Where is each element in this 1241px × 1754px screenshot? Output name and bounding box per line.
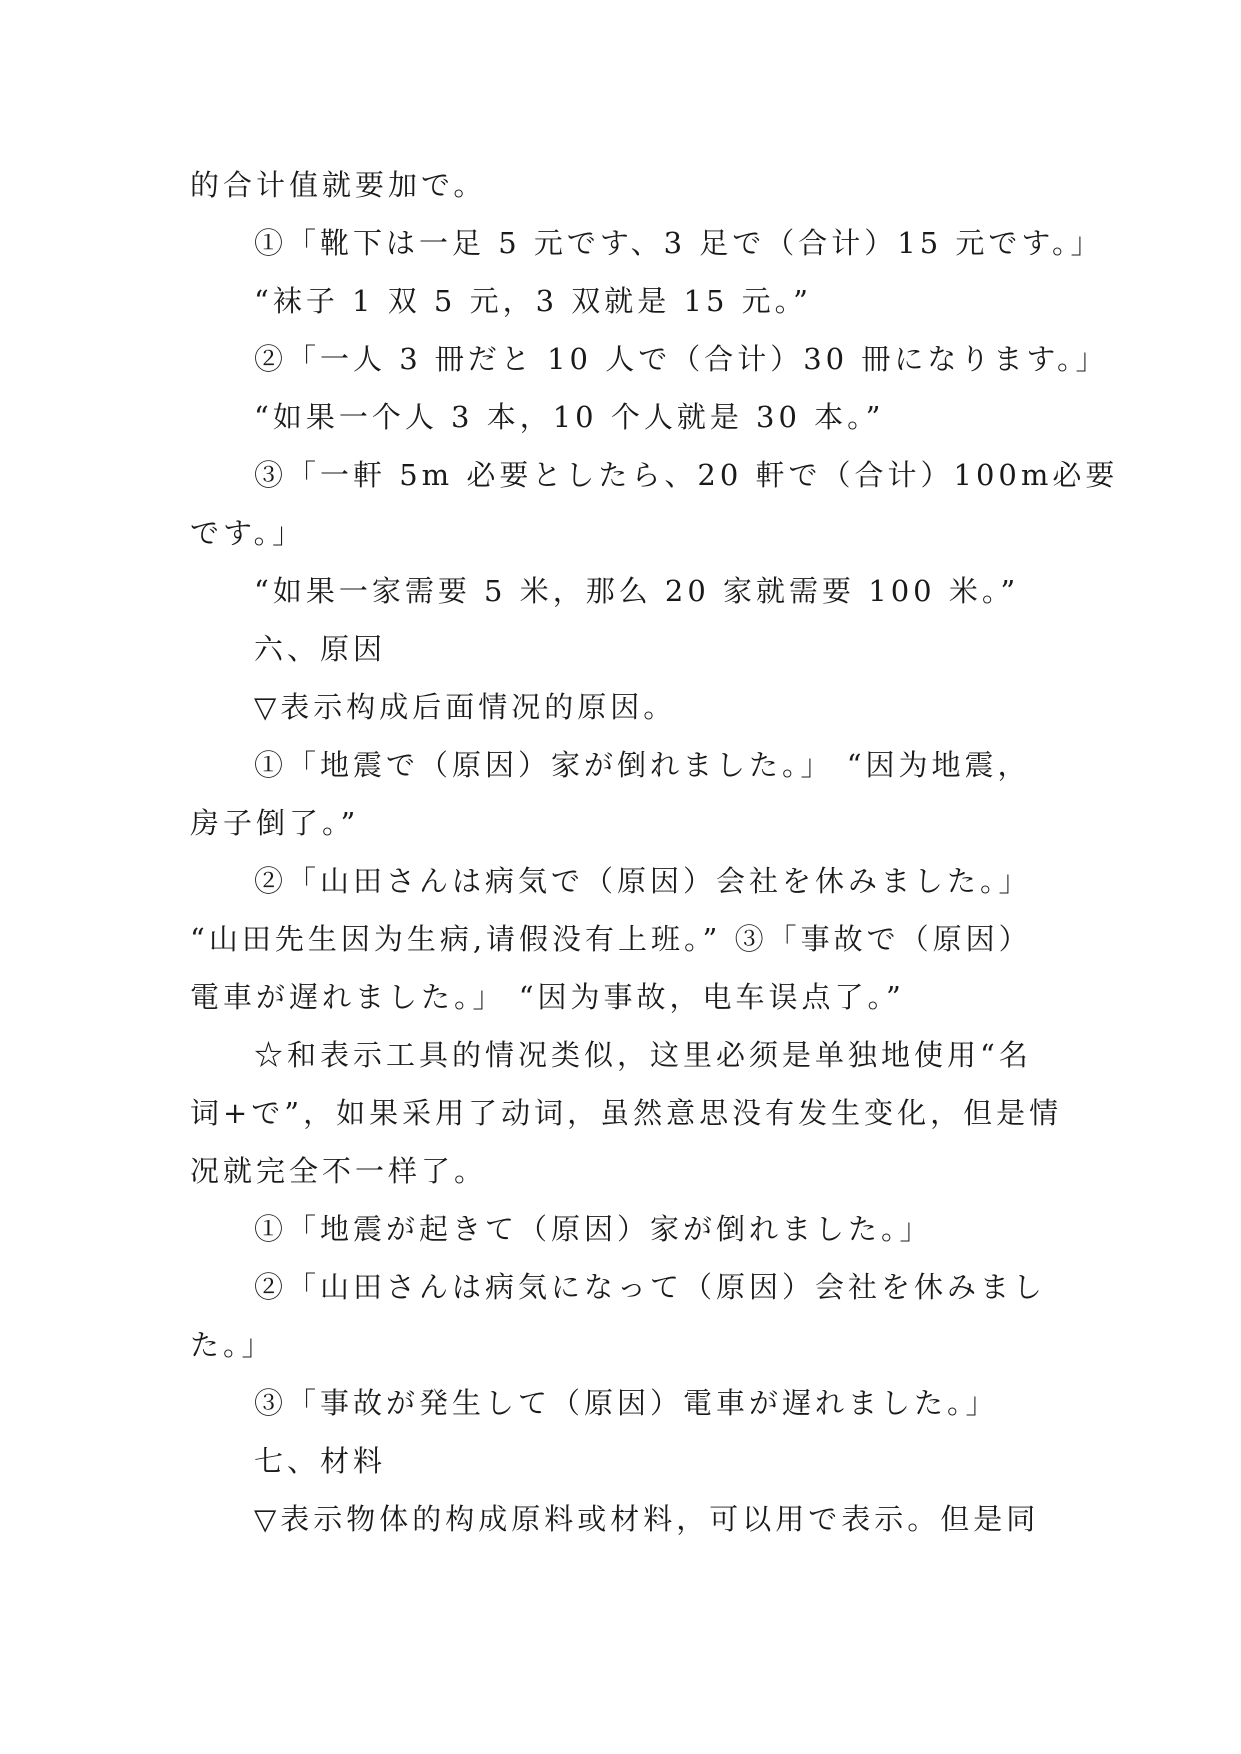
section-description: ▽表示构成后面情况的原因。 (254, 690, 677, 724)
example-sentence-continued: 房子倒了。” (190, 806, 360, 840)
text-line: 的合计值就要加で。 (190, 168, 487, 202)
example-sentence: ③「事故が発生して（原因）電車が遅れました。」 (254, 1386, 999, 1420)
example-sentence: ②「一人 3 冊だと 10 人で（合计）30 冊になります。」 (254, 342, 1109, 376)
note-paragraph: ☆和表示工具的情况类似，这里必须是单独地使用“名 (254, 1038, 1032, 1072)
example-sentence: ①「地震で（原因）家が倒れました。」 “因为地震， (254, 748, 1031, 782)
document-body (190, 156, 1119, 1548)
example-sentence: ②「山田さんは病気になって（原因）会社を休みまし (254, 1270, 1047, 1304)
example-sentence-continued: です。」 (190, 516, 306, 550)
example-sentence-continued: た。」 (190, 1328, 275, 1362)
example-sentence: ①「地震が起きて（原因）家が倒れました。」 (254, 1212, 933, 1246)
note-paragraph-continued: 词+で”，如果采用了动词，虽然意思没有发生变化，但是情 (190, 1096, 1063, 1130)
example-translation: “山田先生因为生病,请假没有上班。” ③「事故で（原因） (190, 922, 1032, 956)
example-sentence: ②「山田さんは病気で（原因）会社を休みました。」 (254, 864, 1032, 898)
example-sentence: ①「靴下は一足 5 元です、3 足で（合计）15 元です。」 (254, 226, 1104, 260)
example-translation: “如果一个人 3 本，10 个人就是 30 本。” (254, 400, 885, 434)
section-description: ▽表示物体的构成原料或材料，可以用で表示。但是同 (254, 1502, 1040, 1536)
example-translation: “如果一家需要 5 米，那么 20 家就需要 100 米。” (254, 574, 1020, 608)
example-sentence-continued: 電車が遅れました。」 “因为事故，电车误点了。” (190, 980, 905, 1014)
section-heading: 七、材料 (254, 1444, 387, 1478)
example-translation: “袜子 1 双 5 元，3 双就是 15 元。” (254, 284, 812, 318)
example-sentence: ③「一軒 5m 必要としたら、20 軒で（合计）100m必要 (254, 458, 1119, 492)
section-heading: 六、原因 (254, 632, 387, 666)
note-paragraph-continued: 况就完全不一样了。 (190, 1154, 488, 1188)
